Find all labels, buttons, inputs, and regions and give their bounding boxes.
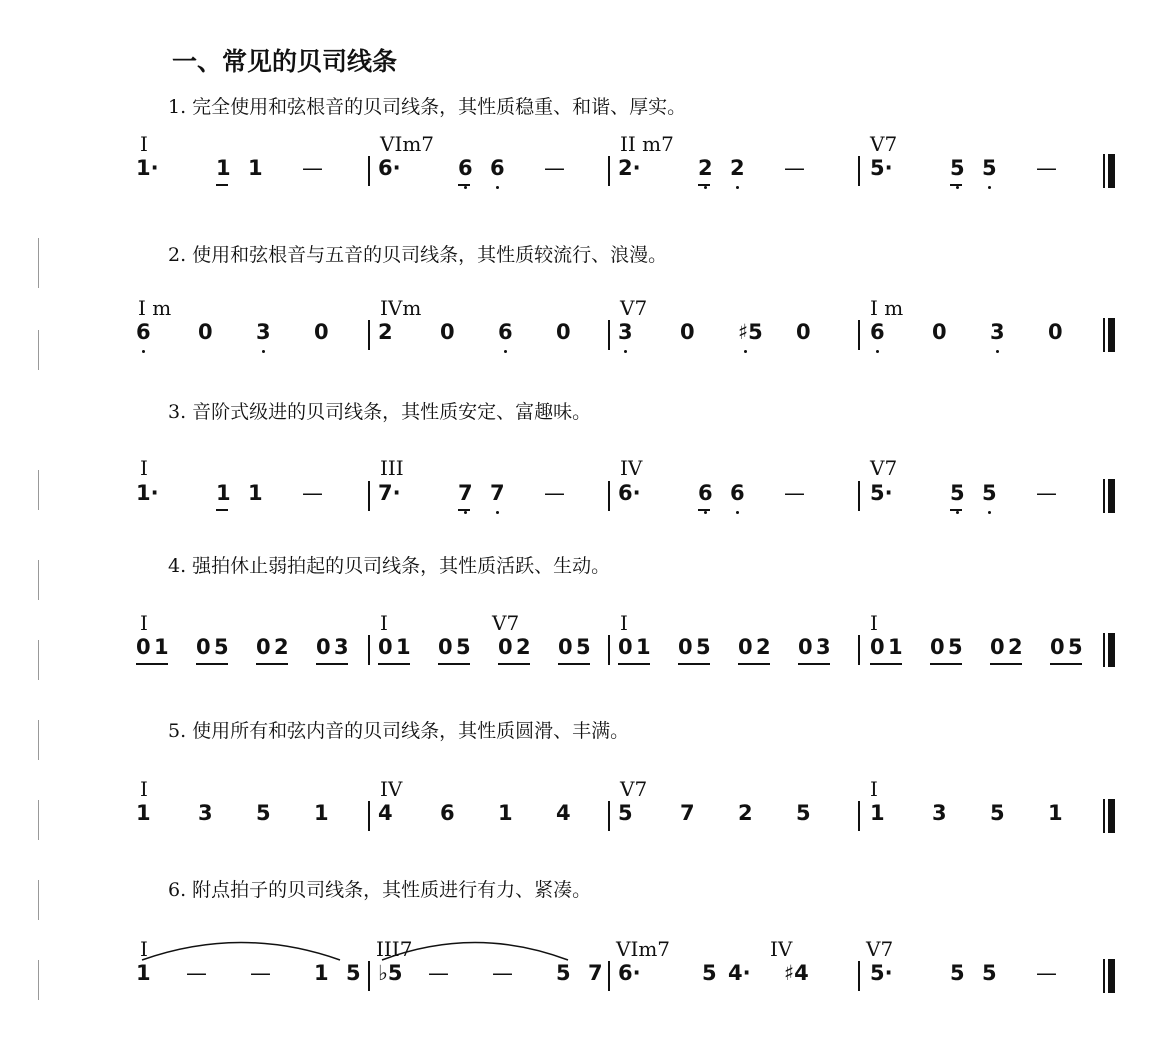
final-barline-thin bbox=[1103, 959, 1105, 993]
eighth-beam bbox=[950, 509, 962, 511]
note: 7 bbox=[490, 481, 505, 505]
note: 0 bbox=[680, 320, 695, 344]
note: 5 bbox=[256, 801, 271, 825]
eighth-beam bbox=[738, 663, 770, 665]
final-barline-thin bbox=[1103, 479, 1105, 513]
note: 3 bbox=[256, 320, 271, 344]
sustain-dash: — bbox=[302, 481, 323, 505]
margin-mark bbox=[38, 330, 39, 370]
note: 2 bbox=[274, 635, 289, 659]
chord-symbol: I bbox=[140, 937, 148, 961]
note: 5 bbox=[618, 801, 633, 825]
eighth-beam bbox=[378, 663, 410, 665]
margin-mark bbox=[38, 560, 39, 600]
note: 5 bbox=[214, 635, 229, 659]
octave-dot bbox=[988, 511, 991, 514]
note: 5 bbox=[796, 801, 811, 825]
eighth-beam bbox=[678, 663, 710, 665]
sustain-dash: — bbox=[428, 961, 449, 985]
sustain-dash: — bbox=[784, 481, 805, 505]
chord-symbol: V7 bbox=[492, 611, 520, 635]
note: 7 bbox=[458, 481, 473, 505]
barline bbox=[608, 635, 610, 665]
barline bbox=[608, 156, 610, 186]
chord-symbol: I bbox=[140, 456, 148, 480]
sustain-dash: — bbox=[492, 961, 513, 985]
barline bbox=[858, 156, 860, 186]
note: 6 bbox=[440, 801, 455, 825]
note: 0 bbox=[556, 320, 571, 344]
note: 0 bbox=[558, 635, 573, 659]
note: 6 bbox=[458, 156, 473, 180]
barline bbox=[368, 156, 370, 186]
chord-symbol: V7 bbox=[870, 132, 898, 156]
octave-dot bbox=[262, 350, 265, 353]
margin-mark bbox=[38, 880, 39, 920]
octave-dot bbox=[496, 186, 499, 189]
eighth-beam bbox=[990, 663, 1022, 665]
note: 3 bbox=[334, 635, 349, 659]
octave-dot bbox=[464, 511, 467, 514]
chord-symbol: I bbox=[870, 777, 878, 801]
note: 0 bbox=[930, 635, 945, 659]
note: 1 bbox=[216, 481, 231, 505]
octave-dot bbox=[988, 186, 991, 189]
note: 1 bbox=[888, 635, 903, 659]
note: ♯5 bbox=[738, 320, 763, 344]
note: 1 bbox=[1048, 801, 1063, 825]
chord-symbol: I m bbox=[138, 296, 172, 320]
note: 2 bbox=[738, 801, 753, 825]
note: 0 bbox=[196, 635, 211, 659]
final-barline-thin bbox=[1103, 633, 1105, 667]
final-barline-thin bbox=[1103, 799, 1105, 833]
note: 7· bbox=[378, 481, 401, 505]
chord-symbol: I bbox=[380, 611, 388, 635]
note: 1 bbox=[870, 801, 885, 825]
tie-curve bbox=[142, 943, 340, 961]
note: 6 bbox=[870, 320, 885, 344]
note: 0 bbox=[438, 635, 453, 659]
octave-dot bbox=[464, 186, 467, 189]
note: 1 bbox=[636, 635, 651, 659]
eighth-beam bbox=[136, 663, 168, 665]
chord-symbol: I bbox=[870, 611, 878, 635]
note: 1 bbox=[136, 961, 151, 985]
eighth-beam bbox=[618, 663, 650, 665]
section-heading: 4. 强拍休止弱拍起的贝司线条，其性质活跃、生动。 bbox=[168, 555, 611, 577]
barline bbox=[368, 961, 370, 991]
note: 0 bbox=[990, 635, 1005, 659]
margin-mark bbox=[38, 238, 39, 288]
barline bbox=[368, 320, 370, 350]
note: 0 bbox=[678, 635, 693, 659]
octave-dot bbox=[142, 350, 145, 353]
chord-symbol: IV bbox=[770, 937, 793, 961]
note: 0 bbox=[738, 635, 753, 659]
final-barline-thick bbox=[1108, 633, 1115, 667]
note: 5 bbox=[702, 961, 717, 985]
eighth-beam bbox=[698, 184, 710, 186]
barline bbox=[858, 801, 860, 831]
final-barline-thin bbox=[1103, 154, 1105, 188]
eighth-beam bbox=[950, 184, 962, 186]
note: 5 bbox=[982, 156, 997, 180]
octave-dot bbox=[876, 350, 879, 353]
margin-mark bbox=[38, 800, 39, 840]
note: 2 bbox=[378, 320, 393, 344]
note: 2 bbox=[516, 635, 531, 659]
note: 6 bbox=[136, 320, 151, 344]
note: 1 bbox=[314, 961, 329, 985]
note: 3 bbox=[198, 801, 213, 825]
note: 5· bbox=[870, 156, 893, 180]
barline bbox=[368, 481, 370, 511]
note: 0 bbox=[136, 635, 151, 659]
note: 6· bbox=[618, 481, 641, 505]
note: 0 bbox=[796, 320, 811, 344]
eighth-beam bbox=[216, 184, 228, 186]
section-heading: 6. 附点拍子的贝司线条，其性质进行有力、紧凑。 bbox=[168, 879, 592, 901]
note: 5 bbox=[982, 481, 997, 505]
section-heading: 3. 音阶式级进的贝司线条，其性质安定、富趣味。 bbox=[168, 401, 592, 423]
note: 2 bbox=[1008, 635, 1023, 659]
note: 4 bbox=[378, 801, 393, 825]
sustain-dash: — bbox=[1036, 961, 1057, 985]
note: 5 bbox=[346, 961, 361, 985]
note: 3 bbox=[932, 801, 947, 825]
section-heading: 2. 使用和弦根音与五音的贝司线条，其性质较流行、浪漫。 bbox=[168, 244, 668, 266]
sustain-dash: — bbox=[544, 156, 565, 180]
note: 2 bbox=[756, 635, 771, 659]
sustain-dash: — bbox=[784, 156, 805, 180]
note: 2 bbox=[730, 156, 745, 180]
barline bbox=[608, 801, 610, 831]
final-barline-thin bbox=[1103, 318, 1105, 352]
note: 1· bbox=[136, 481, 159, 505]
note: 1 bbox=[396, 635, 411, 659]
note: 5 bbox=[950, 156, 965, 180]
note: 1· bbox=[136, 156, 159, 180]
chord-symbol: V7 bbox=[620, 777, 648, 801]
note: 5 bbox=[456, 635, 471, 659]
margin-mark bbox=[38, 720, 39, 760]
eighth-beam bbox=[870, 663, 902, 665]
barline bbox=[858, 961, 860, 991]
octave-dot bbox=[736, 511, 739, 514]
barline bbox=[368, 801, 370, 831]
eighth-beam bbox=[438, 663, 470, 665]
margin-mark bbox=[38, 960, 39, 1000]
note: 0 bbox=[798, 635, 813, 659]
note: 5 bbox=[576, 635, 591, 659]
chord-symbol: IV bbox=[620, 456, 643, 480]
final-barline-thick bbox=[1108, 318, 1115, 352]
note: 0 bbox=[1048, 320, 1063, 344]
note: ♭5 bbox=[378, 961, 403, 985]
eighth-beam bbox=[458, 184, 470, 186]
note: 0 bbox=[316, 635, 331, 659]
note: 1 bbox=[248, 156, 263, 180]
octave-dot bbox=[704, 511, 707, 514]
note: 6 bbox=[730, 481, 745, 505]
note: 5 bbox=[696, 635, 711, 659]
sustain-dash: — bbox=[1036, 481, 1057, 505]
note: 3 bbox=[618, 320, 633, 344]
sustain-dash: — bbox=[302, 156, 323, 180]
note: 7 bbox=[680, 801, 695, 825]
octave-dot bbox=[956, 511, 959, 514]
final-barline-thick bbox=[1108, 799, 1115, 833]
chord-symbol: I bbox=[140, 777, 148, 801]
note: 5 bbox=[990, 801, 1005, 825]
note: 5 bbox=[950, 961, 965, 985]
note: 1 bbox=[314, 801, 329, 825]
note: 4· bbox=[728, 961, 751, 985]
note: 5· bbox=[870, 481, 893, 505]
note: 6 bbox=[698, 481, 713, 505]
note: 1 bbox=[248, 481, 263, 505]
note: 2 bbox=[698, 156, 713, 180]
sustain-dash: — bbox=[544, 481, 565, 505]
barline bbox=[608, 961, 610, 991]
note: 0 bbox=[870, 635, 885, 659]
note: 0 bbox=[498, 635, 513, 659]
barline bbox=[608, 320, 610, 350]
chord-symbol: VIm7 bbox=[380, 132, 435, 156]
sustain-dash: — bbox=[250, 961, 271, 985]
eighth-beam bbox=[558, 663, 590, 665]
chord-symbol: III7 bbox=[376, 937, 413, 961]
octave-dot bbox=[704, 186, 707, 189]
eighth-beam bbox=[216, 509, 228, 511]
eighth-beam bbox=[1050, 663, 1082, 665]
octave-dot bbox=[736, 186, 739, 189]
note: 6 bbox=[490, 156, 505, 180]
eighth-beam bbox=[256, 663, 288, 665]
octave-dot bbox=[996, 350, 999, 353]
page-title: 一、常见的贝司线条 bbox=[172, 47, 398, 76]
note: 5· bbox=[870, 961, 893, 985]
eighth-beam bbox=[458, 509, 470, 511]
eighth-beam bbox=[930, 663, 962, 665]
note: 0 bbox=[932, 320, 947, 344]
chord-symbol: I bbox=[140, 132, 148, 156]
note: 1 bbox=[136, 801, 151, 825]
barline bbox=[858, 635, 860, 665]
chord-symbol: I bbox=[140, 611, 148, 635]
chord-symbol: IV bbox=[380, 777, 403, 801]
note: 2· bbox=[618, 156, 641, 180]
margin-mark bbox=[38, 470, 39, 510]
chord-symbol: VIm7 bbox=[616, 937, 671, 961]
note: 3 bbox=[816, 635, 831, 659]
chord-symbol: V7 bbox=[866, 937, 894, 961]
eighth-beam bbox=[498, 663, 530, 665]
note: 5 bbox=[948, 635, 963, 659]
note: 0 bbox=[378, 635, 393, 659]
octave-dot bbox=[496, 511, 499, 514]
final-barline-thick bbox=[1108, 154, 1115, 188]
chord-symbol: IVm bbox=[380, 296, 422, 320]
barline bbox=[858, 481, 860, 511]
section-heading: 1. 完全使用和弦根音的贝司线条，其性质稳重、和谐、厚实。 bbox=[168, 96, 687, 118]
note: 4 bbox=[556, 801, 571, 825]
chord-symbol: I bbox=[620, 611, 628, 635]
barline bbox=[608, 481, 610, 511]
note: 6· bbox=[378, 156, 401, 180]
note: 0 bbox=[256, 635, 271, 659]
eighth-beam bbox=[698, 509, 710, 511]
octave-dot bbox=[956, 186, 959, 189]
barline bbox=[368, 635, 370, 665]
eighth-beam bbox=[316, 663, 348, 665]
note: 5 bbox=[982, 961, 997, 985]
note: 6· bbox=[618, 961, 641, 985]
note: 0 bbox=[618, 635, 633, 659]
barline bbox=[858, 320, 860, 350]
note: ♯4 bbox=[784, 961, 809, 985]
final-barline-thick bbox=[1108, 959, 1115, 993]
note: 0 bbox=[1050, 635, 1065, 659]
note: 5 bbox=[950, 481, 965, 505]
note: 5 bbox=[556, 961, 571, 985]
chord-symbol: I m bbox=[870, 296, 904, 320]
note: 0 bbox=[198, 320, 213, 344]
note: 0 bbox=[440, 320, 455, 344]
octave-dot bbox=[744, 350, 747, 353]
note: 3 bbox=[990, 320, 1005, 344]
note: 1 bbox=[498, 801, 513, 825]
eighth-beam bbox=[798, 663, 830, 665]
sustain-dash: — bbox=[186, 961, 207, 985]
section-heading: 5. 使用所有和弦内音的贝司线条，其性质圆滑、丰满。 bbox=[168, 720, 630, 742]
final-barline-thick bbox=[1108, 479, 1115, 513]
margin-mark bbox=[38, 640, 39, 680]
note: 7 bbox=[588, 961, 603, 985]
chord-symbol: III bbox=[380, 456, 404, 480]
sustain-dash: — bbox=[1036, 156, 1057, 180]
note: 1 bbox=[154, 635, 169, 659]
chord-symbol: V7 bbox=[870, 456, 898, 480]
note: 6 bbox=[498, 320, 513, 344]
octave-dot bbox=[624, 350, 627, 353]
eighth-beam bbox=[196, 663, 228, 665]
note: 5 bbox=[1068, 635, 1083, 659]
note: 0 bbox=[314, 320, 329, 344]
note: 1 bbox=[216, 156, 231, 180]
chord-symbol: II m7 bbox=[620, 132, 674, 156]
chord-symbol: V7 bbox=[620, 296, 648, 320]
octave-dot bbox=[504, 350, 507, 353]
